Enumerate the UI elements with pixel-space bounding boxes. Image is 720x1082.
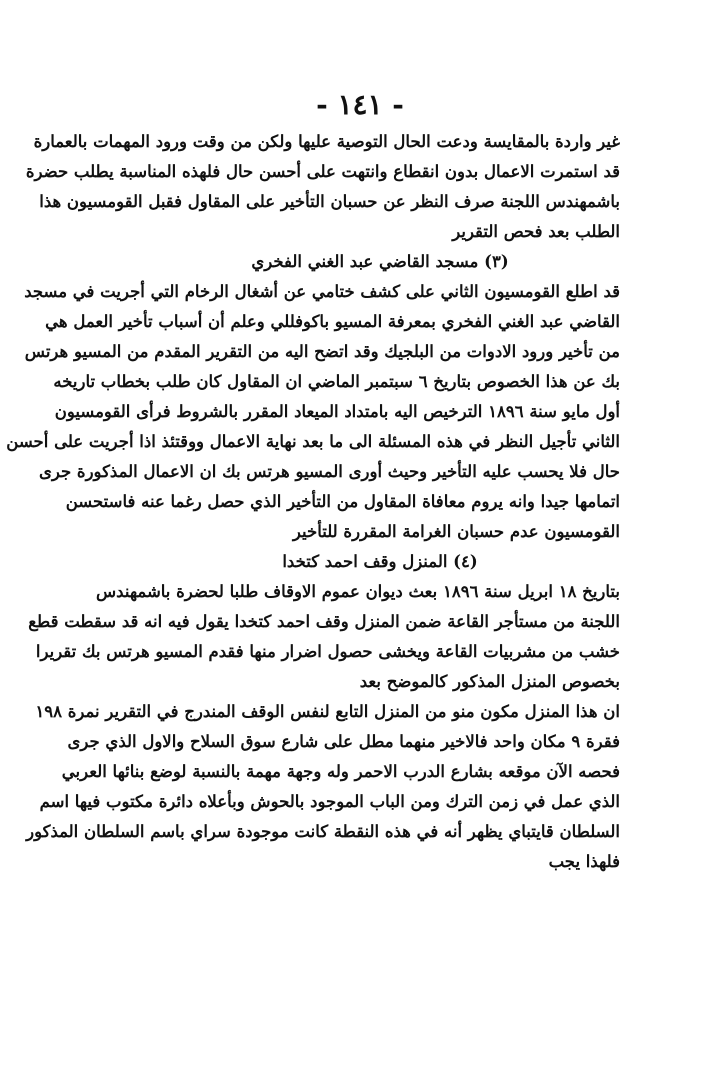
text-line: فلهذا يجب <box>548 852 620 871</box>
text-line: السلطان قايتباي يظهر أنه في هذه النقطة كانت موجودة سراي باسم السلطان المذكور <box>26 822 620 841</box>
text-line: من تأخير ورود الادوات من البلجيك وقد اتضح اليه من التقرير المقدم من المسيو هرتس <box>24 342 620 361</box>
page-body <box>6 127 620 877</box>
text-line: خشب من مشربيات القاعة ويخشى حصول اضرار منها فقدم المسيو هرتس بك تقريرا <box>35 642 620 661</box>
section-3-heading: (٣) مسجد القاضي عبد الغني الفخري <box>251 252 509 271</box>
text-line: الذي عمل في زمن الترك ومن الباب الموجود بالحوش وبأعلاه دائرة مكتوب فيها اسم <box>39 792 620 811</box>
text-line: باشمهندس اللجنة صرف النظر عن حسبان التأخير على المقاول فقبل القومسيون هذا <box>39 192 620 211</box>
text-line: قد استمرت الاعمال بدون انقطاع وانتهت على أحسن حال فلهذه المناسبة يطلب حضرة <box>25 162 620 181</box>
text-line: اتمامها جيدا وانه يروم معافاة المقاول من التأخير الذي حصل رغما عنه فاستحسن <box>65 492 620 511</box>
section-4-heading: (٤) المنزل وقف احمد كتخدا <box>282 552 478 571</box>
text-line: القومسيون عدم حسبان الغرامة المقررة للتأخير <box>292 522 620 541</box>
text-line: فحصه الآن موقعه بشارع الدرب الاحمر وله وجهة مهمة بالنسبة لوضع بنائها العربي <box>61 762 620 781</box>
text-line: غير واردة بالمقايسة ودعت الحال التوصية عليها ولكن من وقت ورود المهمات بالعمارة <box>33 132 620 151</box>
text-line: حال فلا يحسب عليه التأخير وحيث أورى المسيو هرتس بك ان الاعمال المذكورة جرى <box>38 462 620 481</box>
text-line: فقرة ٩ مكان واحد فالاخير منهما مطل على شارع سوق السلاح والاول الذي جرى <box>67 732 620 751</box>
text-line: بك عن هذا الخصوص بتاريخ ٦ سبتمبر الماضي ان المقاول كان طلب بخطاب تاريخه <box>53 372 620 391</box>
text-line: القاضي عبد الغني الفخري بمعرفة المسيو باكوفللي وعلم أن أسباب تأخير العمل هي <box>45 312 620 331</box>
page-number: - ١٤١ - <box>316 88 404 121</box>
text-line: ان هذا المنزل مكون منو من المنزل التابع لنفس الوقف المندرج في التقرير نمرة ١٩٨ <box>35 702 620 721</box>
text-line: الطلب بعد فحص التقرير <box>452 222 620 241</box>
text-line: بخصوص المنزل المذكور كالموضح بعد <box>359 672 620 691</box>
text-line: أول مايو سنة ١٨٩٦ الترخيص اليه بامتداد الميعاد المقرر بالشروط فرأى القومسيون <box>54 402 620 421</box>
text-line: اللجنة من مستأجر القاعة ضمن المنزل وقف احمد كتخدا يقول فيه انه قد سقطت قطع <box>28 612 620 631</box>
text-line: الثاني تأجيل النظر في هذه المسئلة الى ما بعد نهاية الاعمال ووقتئذ اذا أجريت على أحسن <box>6 432 620 451</box>
text-line: بتاريخ ١٨ ابريل سنة ١٨٩٦ بعث ديوان عموم الاوقاف طلبا لحضرة باشمهندس <box>96 582 620 601</box>
text-line: قد اطلع القومسيون الثاني على كشف ختامي عن أشغال الرخام التي أجريت في مسجد <box>24 282 620 301</box>
